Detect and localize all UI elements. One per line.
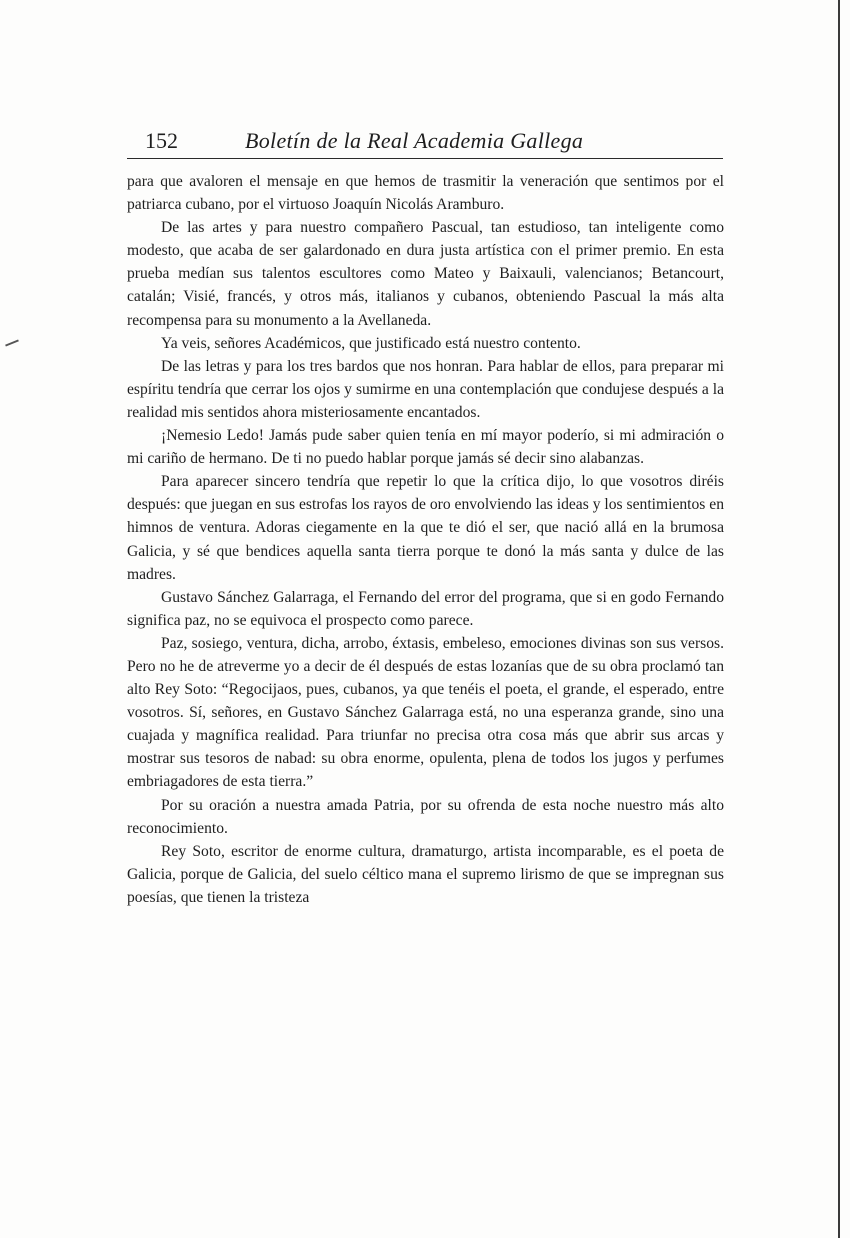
paragraph-3: Ya veis, señores Académicos, que justificado está nuestro contento. bbox=[161, 334, 581, 352]
running-title: Boletín de la Real Academia Gallega bbox=[245, 128, 584, 153]
page-number: 152 bbox=[145, 128, 178, 153]
paragraph-8: Paz, sosiego, ventura, dicha, arrobo, éxtasis, embeleso, emociones divinas son sus versos. Pero no he de atreverme yo a decir de él después de estas lozanías que de su obra proclamó tan alto Rey Soto: “Regocijaos, pues, cubanos, ya que tenéis el poeta, el grande, el esperado, entre vosotros. Sí, señores, en Gustavo Sánchez Galarraga está, no una esperanza grande, sino una cuajada y magnífica realidad. Para triunfar no precisa otra cosa más que abrir sus arcas y mostrar sus tesoros de nabad: su obra enorme, opulenta, plena de todos los jugos y perfumes embriagadores de esta tierra.” bbox=[127, 634, 724, 791]
body-text bbox=[127, 170, 724, 909]
paragraph-4: De las letras y para los tres bardos que nos honran. Para hablar de ellos, para preparar mi espíritu tendría que cerrar los ojos y sumirme en una contemplación que condujese después a la realidad mis sentidos ahora misteriosamente encantados. bbox=[127, 357, 724, 421]
paragraph-2: De las artes y para nuestro compañero Pascual, tan estudioso, tan inteligente como modesto, que acaba de ser galardonado en dura justa artística con el primer premio. En esta prueba medían sus talentos escultores como Mateo y Baixauli, valencianos; Betancourt, catalán; Visié, francés, y otros más, italianos y cubanos, obteniendo Pascual la más alta recompensa para su monumento a la Avellaneda. bbox=[127, 219, 724, 329]
paragraph-10: Rey Soto, escritor de enorme cultura, dramaturgo, artista incomparable, es el poeta de Galicia, porque de Galicia, del suelo céltico mana el supremo lirismo de que se impregnan sus poesías, que tienen la tristeza bbox=[127, 842, 724, 906]
margin-pencil-mark bbox=[5, 339, 19, 346]
paragraph-1: para que avaloren el mensaje en que hemos de trasmitir la veneración que sentimos por el patriarca cubano, por el virtuoso Joaquín Nicolás Aramburo. bbox=[127, 173, 724, 214]
paragraph-6: Para aparecer sincero tendría que repetir lo que la crítica dijo, lo que vosotros diréis después: que juegan en sus estrofas los rayos de oro envolviendo las ideas y los sentimientos en himnos de ventura. Adoras ciegamente en la que te dió el ser, que nació allá en la brumosa Galicia, y sé que bendices aquella santa tierra porque te donó la más santa y dulce de las madres. bbox=[127, 473, 724, 583]
paragraph-7: Gustavo Sánchez Galarraga, el Fernando del error del programa, que si en godo Fernando significa paz, no se equivoca el prospecto como parece. bbox=[127, 588, 724, 629]
paragraph-9: Por su oración a nuestra amada Patria, por su ofrenda de esta noche nuestro más alto reconocimiento. bbox=[127, 796, 724, 837]
page-header bbox=[127, 126, 723, 159]
page-edge-line bbox=[838, 0, 840, 1238]
paragraph-5: ¡Nemesio Ledo! Jamás pude saber quien tenía en mí mayor poderío, si mi admiración o mi cariño de hermano. De ti no puedo hablar porque jamás sé decir sino alabanzas. bbox=[127, 427, 724, 468]
